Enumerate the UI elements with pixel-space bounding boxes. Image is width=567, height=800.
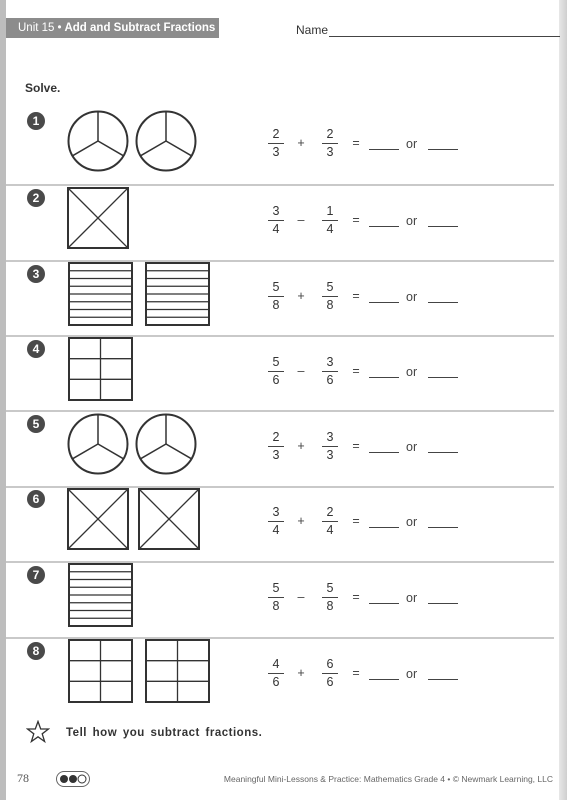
- problem-row: [6, 564, 554, 634]
- denominator: 6: [326, 373, 334, 387]
- answer-blank[interactable]: [369, 527, 399, 528]
- denominator: 4: [326, 222, 334, 236]
- fourths-square: [67, 187, 129, 249]
- or-label: or: [406, 515, 418, 529]
- numerator: 2: [272, 430, 280, 444]
- fraction: [322, 280, 338, 313]
- unit-topic: Add and Subtract Fractions: [64, 22, 216, 34]
- thirds-circle: [135, 110, 197, 172]
- page-right-edge: [559, 0, 567, 800]
- row-divider: [6, 486, 554, 488]
- equals-sign: =: [352, 666, 360, 680]
- fraction: [268, 355, 284, 388]
- fraction: [322, 127, 338, 160]
- problem-number: 7: [27, 566, 45, 584]
- sixths-rectangle: [145, 639, 210, 703]
- operator: +: [297, 439, 305, 453]
- numerator: 3: [272, 505, 280, 519]
- answer-blank[interactable]: [369, 679, 399, 680]
- simplified-answer-blank[interactable]: [428, 527, 458, 528]
- numerator: 2: [326, 127, 334, 141]
- equals-sign: =: [352, 289, 360, 303]
- fraction-bar: [322, 371, 338, 372]
- equals-sign: =: [352, 439, 360, 453]
- simplified-answer-blank[interactable]: [428, 377, 458, 378]
- fraction: [268, 430, 284, 463]
- fraction-bar: [322, 597, 338, 598]
- fraction-bar: [322, 296, 338, 297]
- fraction-bar: [268, 143, 284, 144]
- fraction-bar: [268, 521, 284, 522]
- or-label: or: [406, 214, 418, 228]
- problem-row: [6, 187, 554, 257]
- eighths-rectangle: [145, 262, 210, 326]
- fraction: [268, 505, 284, 538]
- problem-number: 3: [27, 265, 45, 283]
- equals-sign: =: [352, 213, 360, 227]
- unit-banner: [6, 18, 219, 38]
- numerator: 5: [272, 581, 280, 595]
- numerator: 3: [272, 204, 280, 218]
- simplified-answer-blank[interactable]: [428, 149, 458, 150]
- denominator: 3: [326, 145, 334, 159]
- or-label: or: [406, 591, 418, 605]
- numerator: 6: [326, 657, 334, 671]
- problem-number: 6: [27, 490, 45, 508]
- numerator: 1: [326, 204, 334, 218]
- fraction-bar: [322, 446, 338, 447]
- fraction-bar: [268, 296, 284, 297]
- answer-blank[interactable]: [369, 302, 399, 303]
- fraction-bar: [322, 521, 338, 522]
- denominator: 6: [326, 675, 334, 689]
- fraction: [322, 581, 338, 614]
- simplified-answer-blank[interactable]: [428, 603, 458, 604]
- simplified-answer-blank[interactable]: [428, 452, 458, 453]
- fraction: [268, 127, 284, 160]
- fraction-bar: [268, 673, 284, 674]
- denominator: 3: [272, 145, 280, 159]
- answer-blank[interactable]: [369, 452, 399, 453]
- answer-blank[interactable]: [369, 603, 399, 604]
- fraction: [322, 430, 338, 463]
- numerator: 5: [326, 581, 334, 595]
- eighths-rectangle: [68, 262, 133, 326]
- row-divider: [6, 637, 554, 639]
- fraction: [322, 505, 338, 538]
- page-number: 78: [17, 771, 29, 785]
- row-divider: [6, 335, 554, 337]
- problem-row: [6, 488, 554, 558]
- numerator: 3: [326, 355, 334, 369]
- simplified-answer-blank[interactable]: [428, 679, 458, 680]
- denominator: 4: [272, 222, 280, 236]
- fraction-bar: [268, 597, 284, 598]
- equals-sign: =: [352, 590, 360, 604]
- operator: –: [297, 590, 305, 604]
- row-divider: [6, 260, 554, 262]
- equals-sign: =: [352, 514, 360, 528]
- fraction-bar: [268, 371, 284, 372]
- name-field[interactable]: [329, 36, 560, 37]
- denominator: 8: [326, 599, 334, 613]
- denominator: 3: [326, 448, 334, 462]
- name-label: Name: [296, 23, 329, 37]
- problem-row: [6, 640, 554, 710]
- fraction-bar: [322, 673, 338, 674]
- sixths-rectangle: [68, 337, 133, 401]
- numerator: 5: [272, 355, 280, 369]
- answer-blank[interactable]: [369, 226, 399, 227]
- challenge-prompt: Tell how you subtract fractions.: [66, 727, 263, 739]
- fraction: [322, 355, 338, 388]
- numerator: 2: [326, 505, 334, 519]
- equals-sign: =: [352, 364, 360, 378]
- unit-label: Unit 15: [18, 22, 55, 34]
- denominator: 6: [272, 675, 280, 689]
- unit-separator: •: [57, 22, 62, 34]
- row-divider: [6, 410, 554, 412]
- fraction: [268, 657, 284, 690]
- problem-number: 1: [27, 112, 45, 130]
- fourths-square: [67, 488, 129, 550]
- operator: +: [297, 289, 305, 303]
- numerator: 4: [272, 657, 280, 671]
- footer-credit: Meaningful Mini-Lessons & Practice: Mathematics Grade 4 • © Newmark Learning, LLC: [223, 774, 553, 784]
- or-label: or: [406, 137, 418, 151]
- thirds-circle: [67, 110, 129, 172]
- numerator: 3: [326, 430, 334, 444]
- operator: +: [297, 136, 305, 150]
- answer-blank[interactable]: [369, 149, 399, 150]
- or-label: or: [406, 365, 418, 379]
- problem-number: 5: [27, 415, 45, 433]
- thirds-circle: [67, 413, 129, 475]
- denominator: 8: [272, 599, 280, 613]
- simplified-answer-blank[interactable]: [428, 226, 458, 227]
- problem-number: 2: [27, 189, 45, 207]
- problem-row: [6, 110, 554, 180]
- denominator: 3: [272, 448, 280, 462]
- denominator: 8: [272, 298, 280, 312]
- denominator: 4: [272, 523, 280, 537]
- denominator: 6: [272, 373, 280, 387]
- sixths-rectangle: [68, 639, 133, 703]
- fraction: [322, 204, 338, 237]
- problem-row: [6, 413, 554, 483]
- star-icon: [26, 720, 50, 749]
- thirds-circle: [135, 413, 197, 475]
- fraction-bar: [268, 446, 284, 447]
- or-label: or: [406, 290, 418, 304]
- problem-row: [6, 338, 554, 408]
- fraction-bar: [322, 143, 338, 144]
- fraction-bar: [322, 220, 338, 221]
- problem-number: 8: [27, 642, 45, 660]
- fraction-bar: [268, 220, 284, 221]
- level-dots-icon: [56, 771, 90, 787]
- operator: –: [297, 364, 305, 378]
- fourths-square: [138, 488, 200, 550]
- denominator: 4: [326, 523, 334, 537]
- equals-sign: =: [352, 136, 360, 150]
- operator: –: [297, 213, 305, 227]
- operator: +: [297, 666, 305, 680]
- numerator: 5: [326, 280, 334, 294]
- or-label: or: [406, 440, 418, 454]
- fraction: [268, 204, 284, 237]
- fraction: [322, 657, 338, 690]
- eighths-rectangle: [68, 563, 133, 627]
- fraction: [268, 581, 284, 614]
- numerator: 2: [272, 127, 280, 141]
- simplified-answer-blank[interactable]: [428, 302, 458, 303]
- instructions: Solve.: [25, 81, 61, 95]
- operator: +: [297, 514, 305, 528]
- answer-blank[interactable]: [369, 377, 399, 378]
- row-divider: [6, 184, 554, 186]
- fraction: [268, 280, 284, 313]
- denominator: 8: [326, 298, 334, 312]
- row-divider: [6, 561, 554, 563]
- problem-number: 4: [27, 340, 45, 358]
- or-label: or: [406, 667, 418, 681]
- problem-row: [6, 263, 554, 333]
- numerator: 5: [272, 280, 280, 294]
